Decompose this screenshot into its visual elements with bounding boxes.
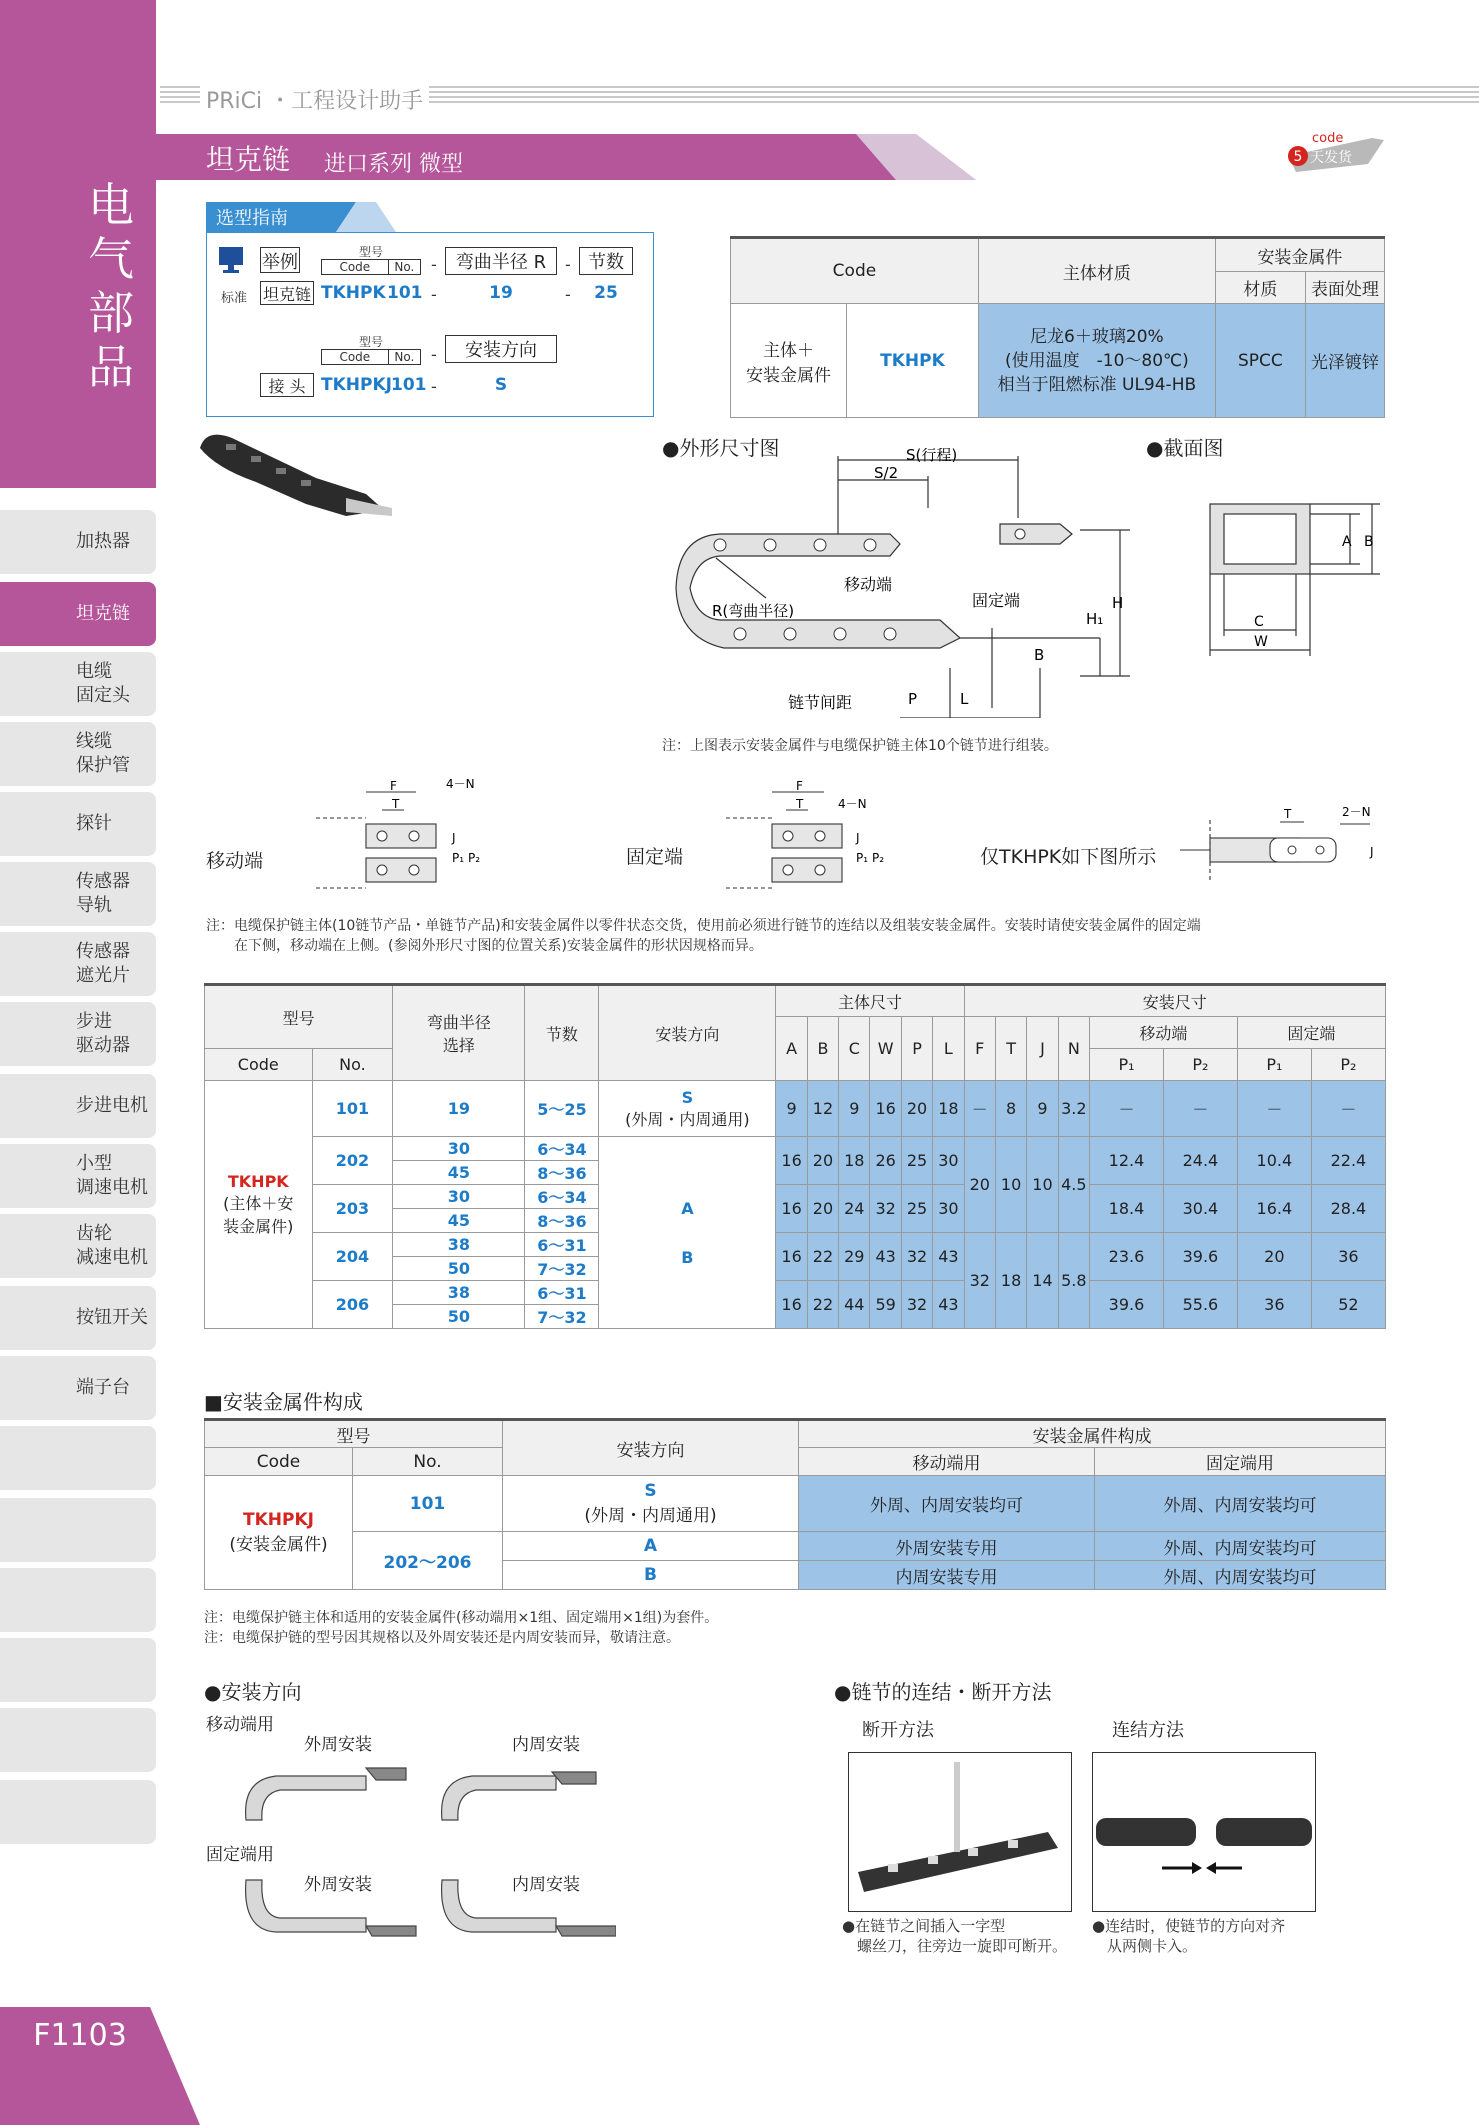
l-label: L [960, 690, 969, 708]
spec-body-val: 22 [807, 1233, 838, 1281]
install-diagrams [236, 1750, 616, 1980]
fit-h-code: Code [205, 1448, 353, 1476]
spec-p-val: 20 [1237, 1233, 1311, 1281]
fit-code-desc: (安装金属件) [229, 1535, 328, 1555]
dash: - [565, 255, 571, 274]
spec-mount-val: － [964, 1081, 995, 1137]
spec-body-val: 20 [901, 1081, 932, 1137]
spec-body-val: 9 [839, 1081, 870, 1137]
example-links: 25 [594, 283, 618, 303]
mount-dir-box: 安装方向 [445, 335, 557, 363]
spec-h-links: 节数 [525, 985, 599, 1081]
install-inner-1: 内周安装 [512, 1735, 580, 1755]
spec-p-val: 36 [1311, 1233, 1385, 1281]
links-box: 节数 [579, 247, 633, 275]
sidebar-item-17[interactable] [0, 1708, 156, 1772]
code-no-header [321, 259, 421, 275]
fit-h-dir: 安装方向 [503, 1420, 799, 1476]
sidebar-item-18[interactable] [0, 1780, 156, 1844]
h-label: H [1112, 594, 1124, 612]
sidebar-item-label: 齿轮 减速电机 [76, 1223, 148, 1268]
fit-fixed-a: 外周、内周安装均可 [1095, 1532, 1386, 1561]
fixed-fitting-drawing [716, 778, 896, 898]
spec-h-col: F [964, 1017, 995, 1081]
spec-h-bend: 弯曲半径 选择 [393, 985, 525, 1081]
fit-moving-a: 外周安装专用 [799, 1532, 1095, 1561]
bend-radius-label: R(弯曲半径) [712, 602, 795, 620]
spec-h-sub: P₂ [1163, 1049, 1237, 1081]
spec-radius: 30 [393, 1185, 525, 1209]
table-row [205, 1281, 1386, 1305]
mat-row-fit-surface: 光泽镀锌 [1305, 304, 1384, 418]
spec-body-val: 25 [901, 1137, 932, 1185]
spec-p-val: － [1163, 1081, 1237, 1137]
spec-p-val: 18.4 [1090, 1185, 1164, 1233]
p1-label: P₁ [856, 851, 869, 865]
spec-body-val: 20 [807, 1137, 838, 1185]
j-label: J [1370, 845, 1374, 859]
fixed-end-fit-label: 固定端 [626, 846, 684, 868]
sidebar-item-14[interactable] [0, 1498, 156, 1562]
code-label: code [1312, 131, 1344, 146]
moving-fitting-drawing [306, 778, 486, 898]
fit-no-202-206: 202～206 [353, 1532, 503, 1590]
outline-title: ●外形尺寸图 [662, 436, 780, 460]
example-box: 举例 [260, 247, 300, 273]
fit-h-no: No. [353, 1448, 503, 1476]
sidebar-item-16[interactable] [0, 1638, 156, 1702]
delivery-days: 5 [1293, 149, 1303, 165]
a-label: A [1342, 534, 1352, 550]
connect-title: ●链节的连结・断开方法 [834, 1680, 1052, 1704]
fit-h-comp: 安装金属件构成 [799, 1420, 1386, 1448]
mat-row-material: 尼龙6＋玻璃20% (使用温度 -10～80℃) 相当于阻燃标准 UL94-HB [978, 304, 1215, 418]
section-drawing [1200, 490, 1390, 660]
delivery-badge [1276, 128, 1388, 176]
sidebar-item-label: 电缆 固定头 [76, 661, 130, 706]
fit-code: TKHPKJ [243, 1510, 314, 1530]
sidebar-item-4[interactable] [0, 792, 156, 856]
spec-no: 206 [312, 1281, 393, 1329]
fittings-title: ■安装金属件构成 [204, 1390, 363, 1414]
sidebar-item-label: 小型 调速电机 [76, 1153, 148, 1198]
no-col-label: No. [394, 350, 415, 364]
mat-h-code: Code [731, 238, 979, 304]
p2-label: P₂ [468, 851, 481, 865]
product-photo [196, 424, 396, 528]
spec-p-val: － [1311, 1081, 1385, 1137]
b-label: B [1364, 534, 1374, 550]
spec-body-val: 24 [839, 1185, 870, 1233]
fit-h-fixed: 固定端用 [1095, 1448, 1386, 1476]
fit-dir-b: B [503, 1561, 799, 1590]
outline-drawing [660, 448, 1140, 718]
no-col-label: No. [394, 260, 415, 274]
fit-dir-s-desc: (外周・内周通用) [584, 1506, 717, 1526]
open-method-image [848, 1752, 1072, 1912]
sidebar-item-label: 按钮开关 [76, 1307, 148, 1328]
dash: - [565, 285, 571, 304]
sidebar-item-3[interactable] [0, 722, 156, 786]
joint-box: 接 头 [260, 373, 314, 397]
spec-h-col: J [1027, 1017, 1058, 1081]
example2-dir: S [494, 375, 508, 395]
sidebar-item-10[interactable] [0, 1214, 156, 1278]
spec-links: 8～36 [525, 1161, 599, 1185]
pitch-label: 链节间距 [788, 693, 853, 712]
spec-links: 6～31 [525, 1281, 599, 1305]
spec-body-val: 32 [901, 1233, 932, 1281]
sidebar-item-6[interactable] [0, 932, 156, 996]
spec-body-val: 22 [807, 1281, 838, 1329]
spec-h-sub: P₁ [1090, 1049, 1164, 1081]
delivery-text: 天发货 [1310, 150, 1352, 166]
example-no: 101 [387, 283, 423, 303]
spec-radius: 19 [393, 1081, 525, 1137]
fit-moving-b: 内周安装专用 [799, 1561, 1095, 1590]
spec-dir-s-code: S [681, 1087, 694, 1107]
join-note: ●连结时，使链节的方向对齐 从两侧卡入。 [1092, 1917, 1286, 1955]
tkhpk-fitting-drawing [1180, 800, 1390, 900]
sidebar-item-label: 传感器 遮光片 [76, 941, 130, 986]
spec-mount-val: 32 [964, 1233, 995, 1329]
screwdriver-icon [954, 1762, 960, 1852]
spec-mount-val: 8 [995, 1081, 1026, 1137]
spec-body-val: 32 [870, 1185, 901, 1233]
t-label: T [392, 797, 400, 811]
fit-fixed-s: 外周、内周安装均可 [1095, 1476, 1386, 1532]
mat-h-fit-material: 材质 [1215, 272, 1305, 304]
spec-body-val: 30 [933, 1185, 964, 1233]
mat-row-code: TKHPK [847, 304, 979, 418]
fit-no-101: 101 [353, 1476, 503, 1532]
spec-mount-val: 5.8 [1058, 1233, 1089, 1329]
spec-body-val: 26 [870, 1137, 901, 1185]
fit-dir-s-code: S [644, 1481, 657, 1501]
spec-mount-val: 10 [995, 1137, 1026, 1233]
spec-links: 6～34 [525, 1185, 599, 1209]
dash: - [431, 345, 437, 364]
spec-body-val: 12 [807, 1081, 838, 1137]
mat-h-fit-surface: 表面处理 [1305, 272, 1384, 304]
spec-dir-s [599, 1081, 776, 1137]
spec-p-val: 23.6 [1090, 1233, 1164, 1281]
sidebar-item-7[interactable] [0, 1002, 156, 1066]
mat-h-fitting: 安装金属件 [1215, 238, 1384, 272]
spec-p-val: 39.6 [1090, 1281, 1164, 1329]
install-inner-2: 内周安装 [512, 1875, 580, 1895]
moving-end-label: 移动端 [844, 575, 893, 594]
n4-label: 4－N [446, 778, 475, 791]
sidebar-item-label: 步进 驱动器 [76, 1011, 130, 1056]
spec-body-val: 16 [870, 1081, 901, 1137]
spec-radius: 45 [393, 1209, 525, 1233]
spec-h-col: N [1058, 1017, 1089, 1081]
fit-h-model: 型号 [205, 1420, 503, 1448]
spec-h-col: T [995, 1017, 1026, 1081]
join-method-image [1092, 1752, 1316, 1912]
sidebar-item-9[interactable] [0, 1144, 156, 1208]
fixed-end-label: 固定端 [972, 591, 1021, 610]
spec-body-val: 9 [776, 1081, 807, 1137]
spec-no: 204 [312, 1233, 393, 1281]
n4-label: 4－N [838, 797, 867, 811]
selection-guide [206, 232, 654, 417]
spec-no: 101 [312, 1081, 393, 1137]
spec-body-val: 29 [839, 1233, 870, 1281]
code-no-header [321, 349, 421, 365]
sidebar-item-2[interactable] [0, 652, 156, 716]
spec-body-val: 18 [839, 1137, 870, 1185]
spec-dir-a: A [681, 1198, 694, 1218]
spec-mount-val: 10 [1027, 1137, 1058, 1233]
spec-body-val: 32 [901, 1281, 932, 1329]
f-label: F [390, 779, 397, 793]
mat-row-label: 主体＋ 安装金属件 [731, 304, 847, 418]
dash: - [431, 285, 437, 304]
fit-h-moving: 移动端用 [799, 1448, 1095, 1476]
sidebar-item-0[interactable] [0, 510, 156, 574]
sidebar-item-15[interactable] [0, 1568, 156, 1632]
spec-h-col: B [807, 1017, 838, 1081]
spec-p-val: 12.4 [1090, 1137, 1164, 1185]
p1-label: P₁ [452, 851, 465, 865]
spec-body [205, 1081, 1386, 1329]
page-number-tab [0, 2007, 200, 2125]
spec-h-col: L [933, 1017, 964, 1081]
spec-links: 6～34 [525, 1137, 599, 1161]
sidebar-item-label: 传感器 导轨 [76, 871, 130, 916]
table-row [205, 1081, 1386, 1137]
standard-label: 标准 [221, 291, 248, 306]
sidebar-item-13[interactable] [0, 1426, 156, 1490]
model-label: 型号 [358, 245, 383, 259]
sidebar-item-label: 线缆 保护管 [76, 731, 130, 776]
sidebar-item-8[interactable] [0, 1074, 156, 1138]
sidebar-item-5[interactable] [0, 862, 156, 926]
spec-body-val: 43 [870, 1233, 901, 1281]
spec-no: 203 [312, 1185, 393, 1233]
spec-mount-val: 14 [1027, 1233, 1058, 1329]
spec-body-val: 43 [933, 1281, 964, 1329]
spec-mount-val: 4.5 [1058, 1137, 1089, 1233]
s-stroke-label: S(行程) [906, 448, 958, 464]
example-code: TKHPK [321, 283, 386, 303]
spec-h-body: 主体尺寸 [776, 985, 964, 1017]
dash: - [431, 255, 437, 274]
spec-radius: 30 [393, 1137, 525, 1161]
category-banner [0, 0, 156, 488]
spec-body-val: 20 [807, 1185, 838, 1233]
connect-open-label: 断开方法 [862, 1720, 934, 1741]
install-moving-label: 移动端用 [206, 1715, 274, 1735]
spec-radius: 38 [393, 1281, 525, 1305]
guide-tab-label: 选型指南 [216, 208, 288, 229]
spec-body-val: 25 [901, 1185, 932, 1233]
c-label: C [1254, 614, 1264, 630]
spec-h-code: Code [205, 1049, 313, 1081]
open-note: ●在链节之间插入一字型 螺丝刀，往旁边一旋即可断开。 [842, 1917, 1068, 1955]
sidebar-item-label: 探针 [76, 813, 112, 834]
page-subtitle: 进口系列 微型 [324, 152, 463, 177]
spec-dir-s-desc: (外周・内周通用) [625, 1109, 750, 1129]
spec-mount-val: 3.2 [1058, 1081, 1089, 1137]
code-col-label: Code [322, 350, 389, 364]
fittings-note: 注：电缆保护链主体和适用的安装金属件(移动端用×1组、固定端用×1组)为套件。 注：电缆保护链的型号因其规格以及外周安装还是内周安装而异，敬请注意。 [204, 1610, 719, 1646]
spec-h-sub: P₁ [1237, 1049, 1311, 1081]
h1-label: H₁ [1086, 610, 1104, 628]
bend-radius-box: 弯曲半径 R [445, 247, 557, 275]
table-row [205, 1137, 1386, 1161]
install-fixed-label: 固定端用 [206, 1845, 274, 1865]
material-table [730, 236, 1385, 418]
spec-p-val: － [1090, 1081, 1164, 1137]
moving-end-fit-label: 移动端 [206, 850, 264, 872]
tkhpk-only-label: 仅TKHPK如下图所示 [980, 846, 1157, 868]
mat-h-material: 主体材质 [978, 238, 1215, 304]
spec-h-moving: 移动端 [1090, 1017, 1238, 1049]
spec-p-val: 16.4 [1237, 1185, 1311, 1233]
spec-radius: 45 [393, 1161, 525, 1185]
spec-body-val: 44 [839, 1281, 870, 1329]
guide-tab [206, 202, 396, 232]
spec-dir-b: B [681, 1247, 694, 1267]
table-row [205, 1233, 1386, 1257]
brand-text: PRiCi ・工程设计助手 [200, 84, 429, 115]
spec-body-val: 30 [933, 1137, 964, 1185]
b-label: B [1034, 646, 1045, 664]
fittings-table [204, 1418, 1386, 1590]
spec-h-dir: 安装方向 [599, 985, 776, 1081]
sidebar-item-label: 加热器 [76, 531, 130, 552]
spec-h-model: 型号 [205, 985, 393, 1049]
mat-row-fit-material: SPCC [1215, 304, 1305, 418]
spec-body-val: 18 [933, 1081, 964, 1137]
spec-h-col: P [901, 1017, 932, 1081]
s-half-label: S/2 [874, 464, 899, 482]
page-title: 坦克链 [206, 143, 291, 176]
spec-radius: 50 [393, 1305, 525, 1329]
spec-body-val: 16 [776, 1281, 807, 1329]
spec-mount-val: 20 [964, 1137, 995, 1233]
spec-links: 7～32 [525, 1257, 599, 1281]
p-label: P [908, 690, 918, 708]
spec-h-col: C [839, 1017, 870, 1081]
f-label: F [796, 779, 803, 793]
fit-dir-a: A [503, 1532, 799, 1561]
spec-body-val: 59 [870, 1281, 901, 1329]
monitor-icon [217, 245, 247, 275]
spec-p-val: 52 [1311, 1281, 1385, 1329]
spec-p-val: 30.4 [1163, 1185, 1237, 1233]
j-label: J [452, 831, 456, 845]
sidebar-item-label: 端子台 [76, 1377, 130, 1398]
spec-radius: 38 [393, 1233, 525, 1257]
model-label: 型号 [358, 335, 383, 349]
spec-code-desc: (主体＋安 装金属件) [223, 1194, 294, 1236]
example2-no: 101 [391, 375, 427, 395]
fit-fixed-b: 外周、内周安装均可 [1095, 1561, 1386, 1590]
fit-moving-s: 外周、内周安装均可 [799, 1476, 1095, 1532]
spec-radius: 50 [393, 1257, 525, 1281]
spec-body-val: 43 [933, 1233, 964, 1281]
spec-p-val: 55.6 [1163, 1281, 1237, 1329]
spec-links: 8～36 [525, 1209, 599, 1233]
spec-mount-val: 9 [1027, 1081, 1058, 1137]
sidebar-item-label: 坦克链 [76, 603, 130, 624]
spec-code: TKHPK [227, 1172, 289, 1191]
w-label: W [1254, 634, 1268, 650]
install-outer-2: 外周安装 [304, 1875, 372, 1895]
section-title: ●截面图 [1146, 436, 1224, 460]
spec-mount-val: 18 [995, 1233, 1026, 1329]
fit-dir-s [503, 1476, 799, 1532]
example-radius: 19 [489, 283, 513, 303]
example2-code: TKHPKJ [321, 375, 392, 395]
spec-h-sub: P₂ [1311, 1049, 1385, 1081]
sidebar-item-12[interactable] [0, 1356, 156, 1420]
connect-join-label: 连结方法 [1112, 1720, 1184, 1741]
spec-body-val: 16 [776, 1185, 807, 1233]
t-label: T [796, 797, 804, 811]
t-label: T [1284, 807, 1292, 821]
product-box: 坦克链 [260, 281, 314, 305]
fit-code-cell [205, 1476, 353, 1590]
code-col-label: Code [322, 260, 389, 274]
spec-h-fixed: 固定端 [1237, 1017, 1385, 1049]
spec-p-val: 28.4 [1311, 1185, 1385, 1233]
spec-h-col: W [870, 1017, 901, 1081]
install-outer-1: 外周安装 [304, 1735, 372, 1755]
spec-h-mount: 安装尺寸 [964, 985, 1385, 1017]
spec-h-col: A [776, 1017, 807, 1081]
spec-body-val: 16 [776, 1233, 807, 1281]
n2-label: 2－N [1342, 805, 1371, 819]
sidebar-item-label: 步进电机 [76, 1095, 148, 1116]
spec-links: 7～32 [525, 1305, 599, 1329]
spec-p-val: 39.6 [1163, 1233, 1237, 1281]
assembly-note: 注：电缆保护链主体(10链节产品・单链节产品)和安装金属件以零件状态交货，使用前必须进行链节的连结以及组装安装金属件。安装时请使安装金属件的固定端 在下侧，移动端在上侧。(参阅外形尺寸图的位置关系)安装金属件的形状因规格而异。 [206, 918, 1201, 954]
spec-p-val: 36 [1237, 1281, 1311, 1329]
sidebar-item-11[interactable] [0, 1286, 156, 1350]
spec-dir-ab [599, 1137, 776, 1329]
sidebar-item-1[interactable] [0, 582, 156, 646]
dash: - [431, 377, 437, 396]
spec-code-cell [205, 1081, 313, 1329]
p2-label: P₂ [872, 851, 885, 865]
spec-p-val: 22.4 [1311, 1137, 1385, 1185]
spec-p-val: 10.4 [1237, 1137, 1311, 1185]
j-label: J [856, 831, 860, 845]
spec-links: 6～31 [525, 1233, 599, 1257]
outline-note: 注：上图表示安装金属件与电缆保护链主体10个链节进行组装。 [662, 738, 1058, 754]
spec-table [204, 983, 1386, 1329]
spec-p-val: － [1237, 1081, 1311, 1137]
page-number: F1103 [33, 2018, 127, 2053]
table-row [205, 1185, 1386, 1209]
install-title: ●安装方向 [204, 1680, 302, 1704]
category-title: 电 气 部 品 [88, 178, 134, 394]
spec-h-no: No. [312, 1049, 393, 1081]
spec-links: 5～25 [525, 1081, 599, 1137]
spec-body-val: 16 [776, 1137, 807, 1185]
spec-p-val: 24.4 [1163, 1137, 1237, 1185]
spec-no: 202 [312, 1137, 393, 1185]
